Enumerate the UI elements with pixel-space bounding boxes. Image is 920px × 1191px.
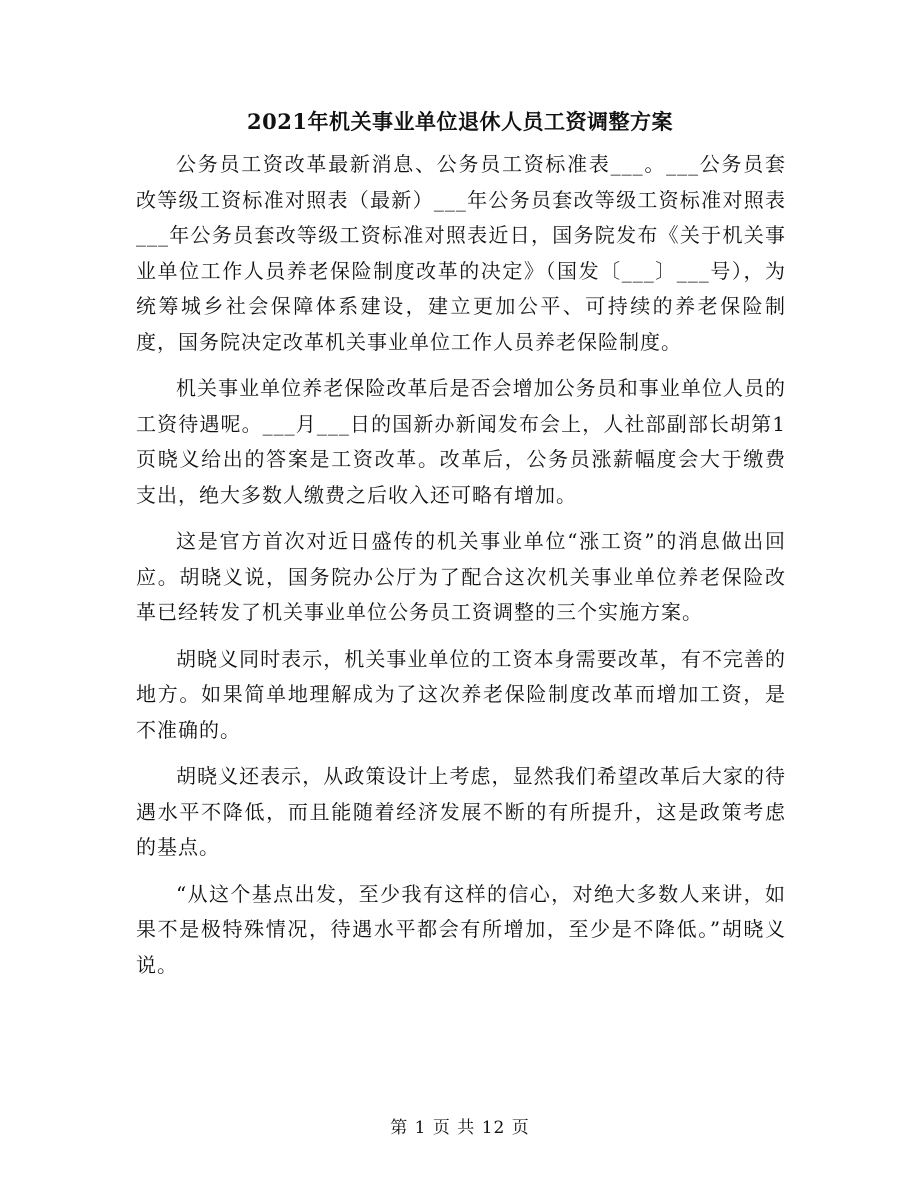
document-body: [136, 147, 786, 994]
page-number: 第 1 页 共 12 页: [390, 1118, 530, 1138]
paragraph-1: 公务员工资改革最新消息、公务员工资标准表___。___公务员套改等级工资标准对照表（最新）___年公务员套改等级工资标准对照表___年公务员套改等级工资标准对照表近日，国务院发布《关于机关事业单位工作人员养老保险制度改革的决定》（国发〔___〕___号），为统筹城乡社会保障体系建设，建立更加公平、可持续的养老保险制度，国务院决定改革机关事业单位工作人员养老保险制度。: [136, 152, 786, 354]
document-title: 2021年机关事业单位退休人员工资调整方案: [247, 109, 673, 134]
paragraph-5: 胡晓义还表示，从政策设计上考虑，显然我们希望改革后大家的待遇水平不降低，而且能随着经济发展不断的有所提升，这是政策考虑的基点。: [136, 764, 786, 859]
paragraph-4: 胡晓义同时表示，机关事业单位的工资本身需要改革，有不完善的地方。如果简单地理解成为了这次养老保险制度改革而增加工资，是不准确的。: [136, 646, 786, 742]
page-footer: [0, 1113, 920, 1138]
paragraph-3: 这是官方首次对近日盛传的机关事业单位“涨工资”的消息做出回应。胡晓义说，国务院办公厅为了配合这次机关事业单位养老保险改革已经转发了机关事业单位公务员工资调整的三个实施方案。: [136, 529, 786, 624]
paragraph-2: 机关事业单位养老保险改革后是否会增加公务员和事业单位人员的工资待遇呢。___月___日的国新办新闻发布会上，人社部副部长胡第1页晓义给出的答案是工资改革。改革后，公务员涨薪幅度会大于缴费支出，绝大多数人缴费之后收入还可略有增加。: [136, 376, 786, 507]
paragraph-6: “从这个基点出发，至少我有这样的信心，对绝大多数人来讲，如果不是极特殊情况，待遇水平都会有所增加，至少是不降低。”胡晓义说。: [136, 881, 786, 977]
